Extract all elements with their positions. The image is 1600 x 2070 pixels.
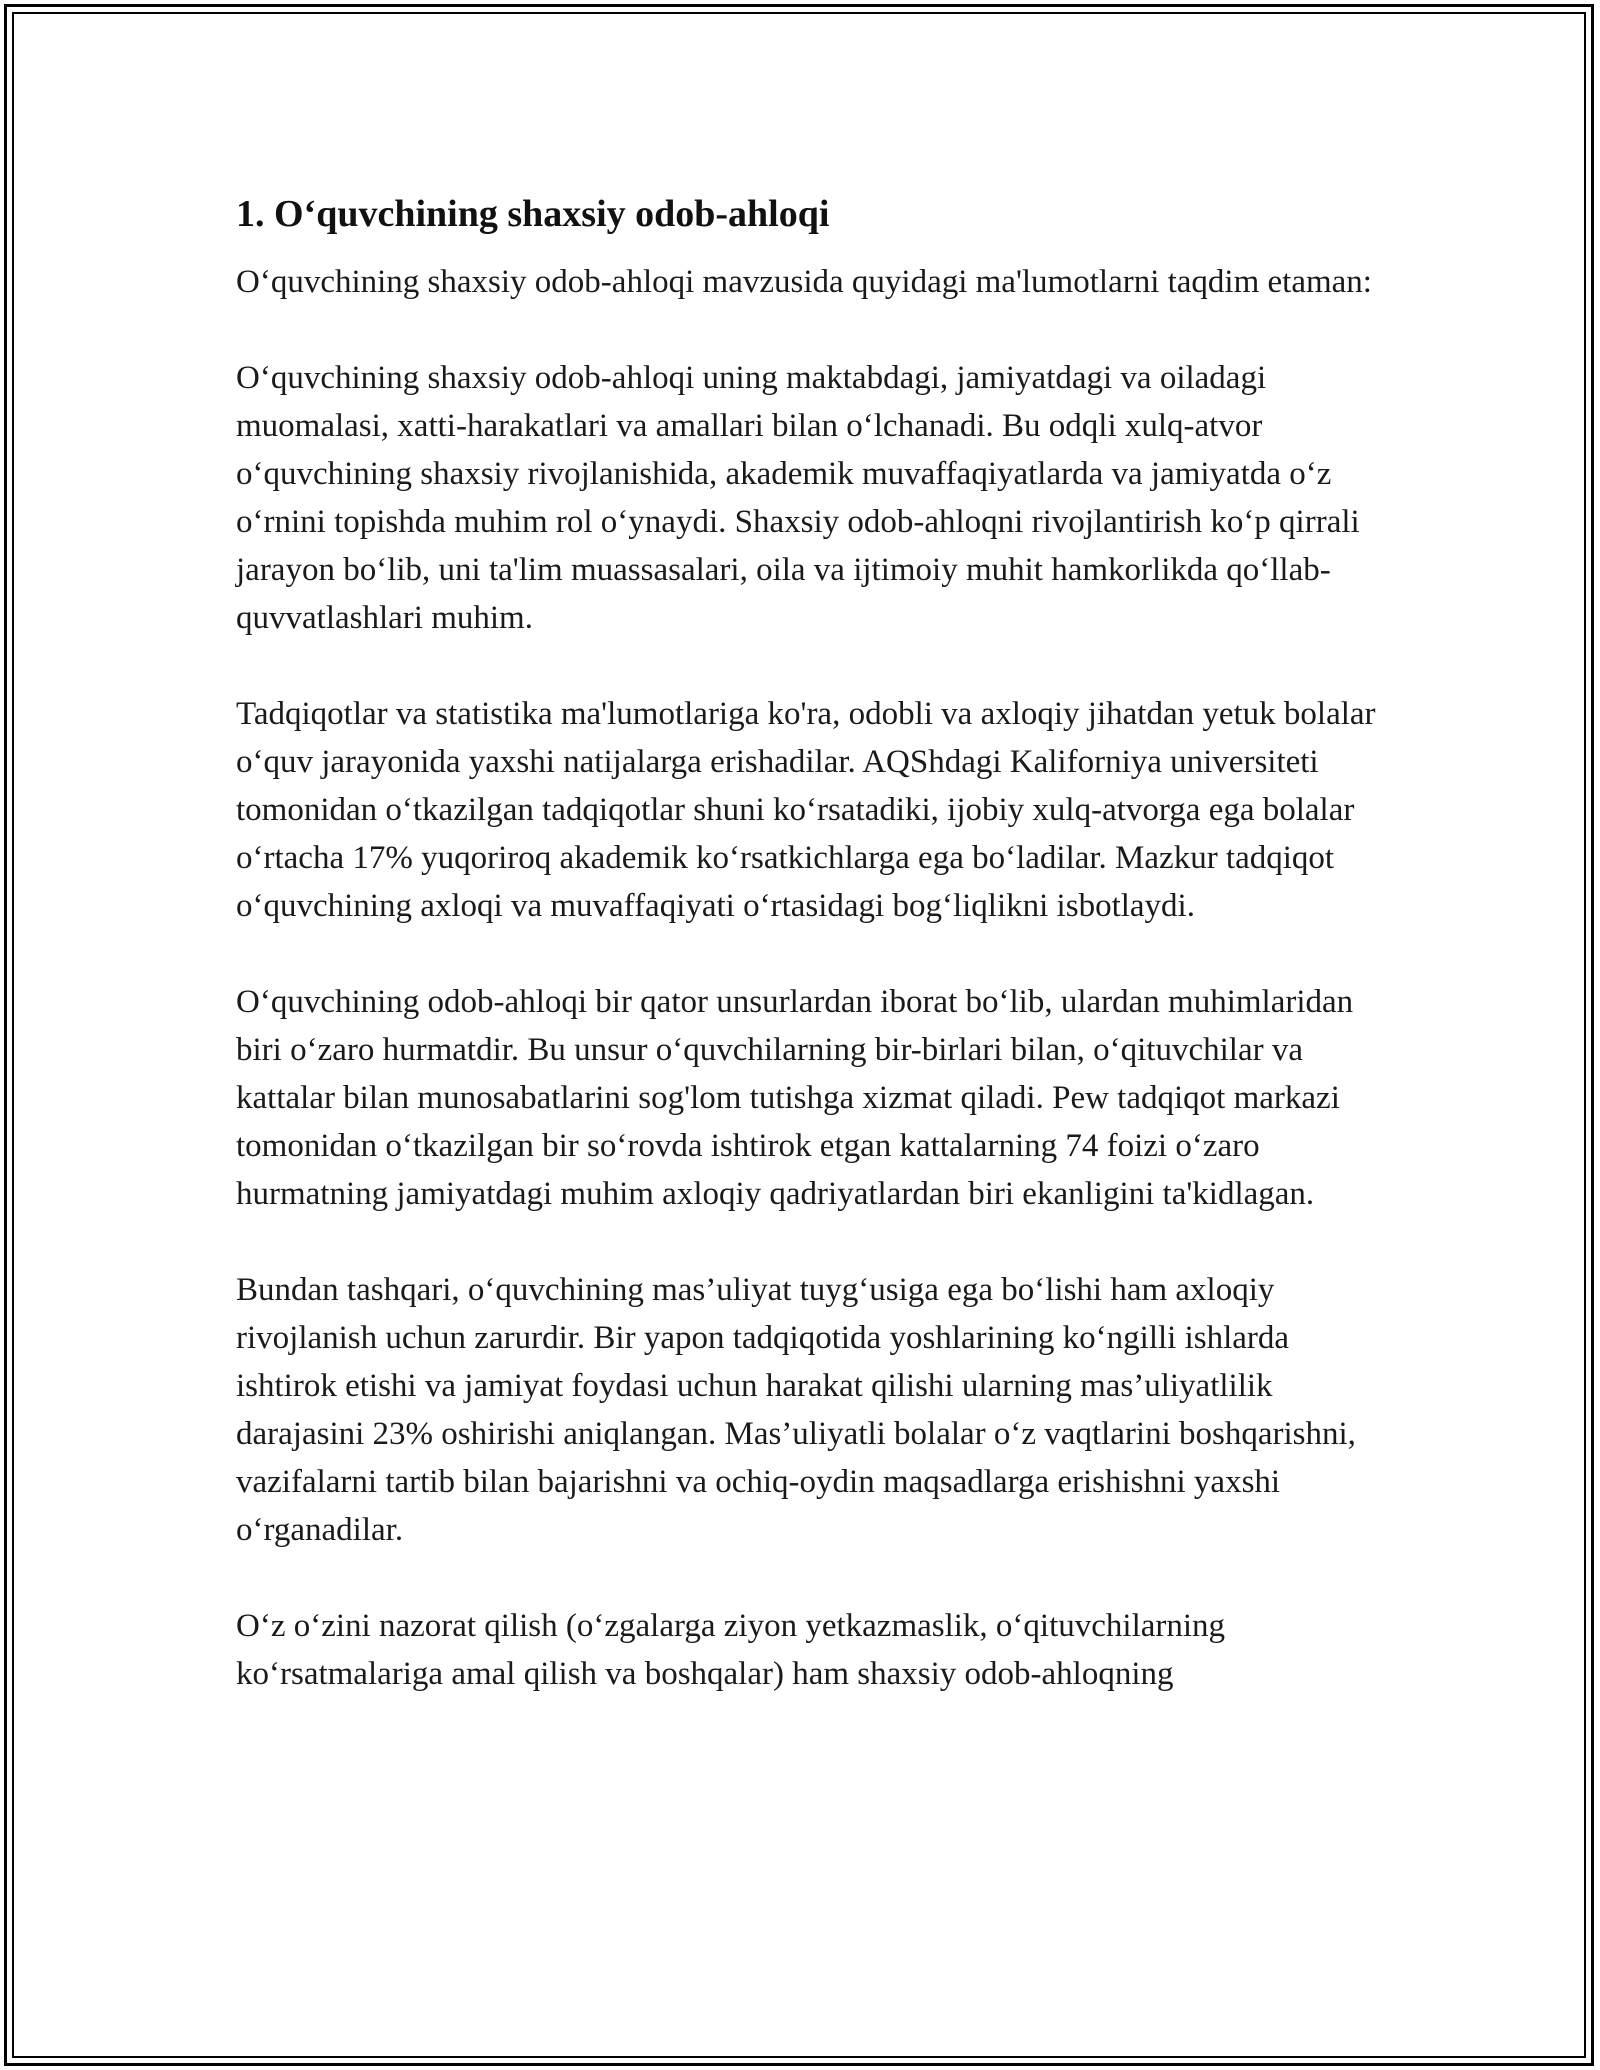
paragraph-mutual-respect: O‘quvchining odob-ahloqi bir qator unsurlardan iborat bo‘lib, ulardan muhimlaridan biri o‘zaro hurmatdir. Bu unsur o‘quvchilarning bir-birlari bilan, o‘qituvchilar va kattalar bilan munosabatlarini sog'lom tutishga xizmat qiladi. Pew tadqiqot markazi tomonidan o‘tkazilgan bir so‘rovda ishtirok etgan kattalarning 74 foizi o‘zaro hurmatning jamiyatdagi muhim axloqiy qadriyatlardan biri ekanligini ta'kidlagan. — [236, 984, 1354, 1212]
paragraph-self-control: O‘z o‘zini nazorat qilish (o‘zgalarga ziyon yetkazmaslik, o‘qituvchilarning ko‘rsatmalariga amal qilish va boshqalar) ham shaxsiy odob-ahloqning — [236, 1608, 1226, 1692]
paragraph-definition: O‘quvchining shaxsiy odob-ahloqi uning maktabdagi, jamiyatdagi va oiladagi muomalasi, xatti-harakatlari va amallari bilan o‘lchanadi. Bu odqli xulq-atvor o‘quvchining shaxsiy rivojlanishida, akademik muvaffaqiyatlarda va jamiyatda o‘z o‘rnini topishda muhim rol o‘ynaydi. Shaxsiy odob-ahloqni rivojlantirish ko‘p qirrali jarayon bo‘lib, uni ta'lim muassasalari, oila va ijtimoiy muhit hamkorlikda qo‘llab-quvvatlashlari muhim. — [236, 360, 1360, 636]
paragraph-intro: O‘quvchining shaxsiy odob-ahloqi mavzusida quyidagi ma'lumotlarni taqdim etaman: — [236, 264, 1372, 300]
document-body — [236, 190, 1376, 1698]
paragraph-research: Tadqiqotlar va statistika ma'lumotlariga ko'ra, odobli va axloqiy jihatdan yetuk bolalar o‘quv jarayonida yaxshi natijalarga erishadilar. AQShdagi Kaliforniya universiteti tomonidan o‘tkazilgan tadqiqotlar shuni ko‘rsatadiki, ijobiy xulq-atvorga ega bolalar o‘rtacha 17% yuqoriroq akademik ko‘rsatkichlarga ega bo‘ladilar. Mazkur tadqiqot o‘quvchining axloqi va muvaffaqiyati o‘rtasidagi bog‘liqlikni isbotlaydi. — [236, 696, 1376, 924]
paragraph-responsibility: Bundan tashqari, o‘quvchining mas’uliyat tuyg‘usiga ega bo‘lishi ham axloqiy rivojlanish uchun zarurdir. Bir yapon tadqiqotida yoshlarining ko‘ngilli ishlarda ishtirok etishi va jamiyat foydasi uchun harakat qilishi ularning mas’uliyatlilik darajasini 23% oshirishi aniqlangan. Mas’uliyatli bolalar o‘z vaqtlarini boshqarishni, vazifalarni tartib bilan bajarishni va ochiq-oydin maqsadlarga erishishni yaxshi o‘rganadilar. — [236, 1272, 1356, 1548]
section-heading: 1. O‘quvchining shaxsiy odob-ahloqi — [236, 193, 830, 235]
